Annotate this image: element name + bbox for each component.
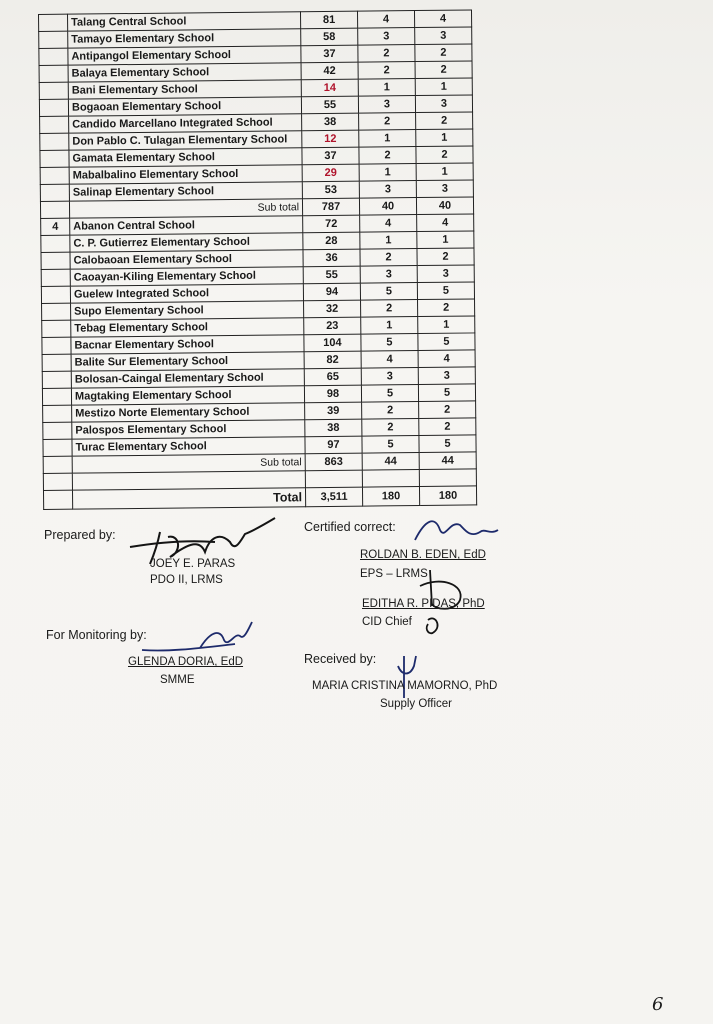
school-name-cell: Tamayo Elementary School bbox=[68, 29, 301, 48]
empty-cell bbox=[40, 201, 69, 218]
district-number-cell bbox=[39, 99, 68, 116]
allocation-b-cell: 1 bbox=[418, 316, 475, 334]
district-number-cell bbox=[40, 116, 69, 133]
learners-cell: 42 bbox=[301, 62, 358, 80]
district-number-cell bbox=[42, 354, 71, 371]
allocation-b-cell: 2 bbox=[416, 146, 473, 164]
allocation-b-cell: 3 bbox=[418, 367, 475, 385]
total-row-learners: 3,511 bbox=[305, 487, 362, 507]
district-number-cell: 4 bbox=[41, 218, 70, 235]
certified-name: ROLDAN B. EDEN, EdD bbox=[360, 549, 486, 561]
allocation-b-cell: 5 bbox=[418, 384, 475, 402]
subtotal-row-label: Sub total bbox=[72, 454, 305, 473]
school-name-cell: Balaya Elementary School bbox=[68, 63, 301, 82]
allocation-b-cell: 2 bbox=[417, 248, 474, 266]
allocation-b-cell: 2 bbox=[419, 418, 476, 436]
allocation-b-cell: 1 bbox=[417, 231, 474, 249]
district-number-cell bbox=[42, 337, 71, 354]
allocation-b-cell: 3 bbox=[415, 95, 472, 113]
school-name-cell: Caoayan-Kiling Elementary School bbox=[70, 267, 303, 286]
district-number-cell bbox=[41, 235, 70, 252]
school-name-cell: Talang Central School bbox=[68, 12, 301, 31]
subtotal-row-a: 44 bbox=[362, 453, 419, 471]
monitoring-name: GLENDA DORIA, EdD bbox=[128, 656, 244, 668]
received-title: Supply Officer bbox=[380, 698, 453, 710]
allocation-a-cell: 2 bbox=[358, 45, 415, 63]
allocation-a-cell: 3 bbox=[360, 266, 417, 284]
allocation-a-cell: 2 bbox=[359, 147, 416, 165]
school-name-cell: Magtaking Elementary School bbox=[71, 386, 304, 405]
learners-cell: 38 bbox=[305, 419, 362, 437]
school-name-cell: Tebag Elementary School bbox=[71, 318, 304, 337]
school-name-cell: Supo Elementary School bbox=[71, 301, 304, 320]
learners-cell: 36 bbox=[303, 249, 360, 267]
school-name-cell: Mestizo Norte Elementary School bbox=[72, 403, 305, 422]
total-row bbox=[43, 486, 476, 510]
cid-chief-name: EDITHA R. PIDAS, PhD bbox=[362, 598, 485, 610]
allocation-b-cell: 3 bbox=[416, 180, 473, 198]
prepared-by-label: Prepared by: bbox=[44, 528, 116, 542]
learners-cell: 38 bbox=[302, 113, 359, 131]
allocation-a-cell: 1 bbox=[358, 79, 415, 97]
district-number-cell bbox=[40, 167, 69, 184]
allocation-b-cell: 4 bbox=[414, 10, 471, 28]
subtotal-row-learners: 787 bbox=[302, 198, 359, 216]
learners-cell: 72 bbox=[303, 215, 360, 233]
school-name-cell: Calobaoan Elementary School bbox=[70, 250, 303, 269]
allocation-a-cell: 3 bbox=[361, 368, 418, 386]
school-allocation-table bbox=[38, 9, 477, 510]
page-number: 6 bbox=[652, 994, 664, 1015]
subtotal-row-learners: 863 bbox=[305, 453, 362, 471]
learners-cell: 12 bbox=[302, 130, 359, 148]
learners-cell: 81 bbox=[300, 11, 357, 29]
school-name-cell: Mabalbalino Elementary School bbox=[69, 165, 302, 184]
district-number-cell bbox=[39, 14, 68, 31]
learners-cell: 104 bbox=[304, 334, 361, 352]
allocation-a-cell: 5 bbox=[362, 436, 419, 454]
district-number-cell bbox=[42, 388, 71, 405]
allocation-a-cell: 2 bbox=[361, 300, 418, 318]
subtotal-row-label: Sub total bbox=[69, 199, 302, 218]
district-number-cell bbox=[39, 82, 68, 99]
district-number-cell bbox=[42, 303, 71, 320]
district-number-cell bbox=[40, 150, 69, 167]
school-name-cell: Antipangol Elementary School bbox=[68, 46, 301, 65]
district-number-cell bbox=[39, 31, 68, 48]
district-number-cell bbox=[42, 320, 71, 337]
district-number-cell bbox=[41, 269, 70, 286]
empty-cell bbox=[362, 470, 419, 488]
allocation-a-cell: 2 bbox=[359, 113, 416, 131]
prepared-name: JOEY E. PARAS bbox=[150, 558, 236, 570]
learners-cell: 94 bbox=[303, 283, 360, 301]
district-number-cell bbox=[42, 371, 71, 388]
learners-cell: 98 bbox=[304, 385, 361, 403]
district-number-cell bbox=[39, 48, 68, 65]
learners-cell: 28 bbox=[303, 232, 360, 250]
district-number-cell bbox=[43, 422, 72, 439]
empty-cell bbox=[43, 490, 72, 509]
learners-cell: 14 bbox=[301, 79, 358, 97]
allocation-b-cell: 5 bbox=[419, 435, 476, 453]
learners-cell: 82 bbox=[304, 351, 361, 369]
allocation-b-cell: 3 bbox=[415, 27, 472, 45]
district-number-cell bbox=[40, 184, 69, 201]
allocation-a-cell: 3 bbox=[358, 96, 415, 114]
school-name-cell: Bogaoan Elementary School bbox=[68, 97, 301, 116]
school-name-cell: Guelew Integrated School bbox=[70, 284, 303, 303]
allocation-a-cell: 2 bbox=[358, 62, 415, 80]
allocation-b-cell: 3 bbox=[417, 265, 474, 283]
monitoring-title: SMME bbox=[160, 674, 195, 686]
learners-cell: 53 bbox=[302, 181, 359, 199]
empty-cell bbox=[43, 473, 72, 490]
subtotal-row-b: 40 bbox=[416, 197, 473, 215]
allocation-b-cell: 4 bbox=[418, 350, 475, 368]
allocation-a-cell: 4 bbox=[360, 215, 417, 233]
learners-cell: 97 bbox=[305, 436, 362, 454]
district-number-cell bbox=[39, 65, 68, 82]
subtotal-row-b: 44 bbox=[419, 452, 476, 470]
allocation-a-cell: 5 bbox=[360, 283, 417, 301]
allocation-b-cell: 2 bbox=[415, 61, 472, 79]
empty-cell bbox=[419, 469, 476, 487]
allocation-b-cell: 1 bbox=[416, 129, 473, 147]
allocation-b-cell: 5 bbox=[418, 333, 475, 351]
allocation-b-cell: 2 bbox=[419, 401, 476, 419]
total-row-a: 180 bbox=[362, 487, 419, 507]
allocation-a-cell: 3 bbox=[358, 28, 415, 46]
school-name-cell: Don Pablo C. Tulagan Elementary School bbox=[69, 131, 302, 150]
monitoring-signature bbox=[140, 618, 260, 658]
allocation-b-cell: 5 bbox=[417, 282, 474, 300]
learners-cell: 23 bbox=[304, 317, 361, 335]
school-name-cell: Turac Elementary School bbox=[72, 437, 305, 456]
school-name-cell: Palospos Elementary School bbox=[72, 420, 305, 439]
allocation-b-cell: 2 bbox=[416, 112, 473, 130]
school-name-cell: Balite Sur Elementary School bbox=[71, 352, 304, 371]
allocation-a-cell: 4 bbox=[357, 11, 414, 29]
cid-chief-title: CID Chief bbox=[362, 616, 412, 628]
allocation-a-cell: 1 bbox=[361, 317, 418, 335]
learners-cell: 32 bbox=[304, 300, 361, 318]
allocation-a-cell: 1 bbox=[360, 232, 417, 250]
district-number-cell bbox=[41, 252, 70, 269]
monitoring-label: For Monitoring by: bbox=[46, 628, 147, 642]
school-name-cell: Bolosan-Caingal Elementary School bbox=[71, 369, 304, 388]
empty-cell bbox=[305, 470, 362, 488]
subtotal-row-a: 40 bbox=[359, 198, 416, 216]
learners-cell: 65 bbox=[304, 368, 361, 386]
school-name-cell: Bani Elementary School bbox=[68, 80, 301, 99]
certified-signature bbox=[410, 510, 500, 550]
allocation-b-cell: 1 bbox=[415, 78, 472, 96]
district-number-cell bbox=[43, 439, 72, 456]
empty-cell bbox=[43, 456, 72, 473]
certified-correct-label: Certified correct: bbox=[304, 520, 396, 534]
allocation-a-cell: 1 bbox=[359, 164, 416, 182]
learners-cell: 55 bbox=[301, 96, 358, 114]
received-name: MARIA CRISTINA MAMORNO, PhD bbox=[312, 680, 498, 692]
allocation-b-cell: 2 bbox=[418, 299, 475, 317]
allocation-a-cell: 2 bbox=[362, 402, 419, 420]
district-number-cell bbox=[41, 286, 70, 303]
allocation-a-cell: 3 bbox=[359, 181, 416, 199]
school-name-cell: Abanon Central School bbox=[70, 216, 303, 235]
allocation-a-cell: 2 bbox=[362, 419, 419, 437]
school-name-cell: C. P. Gutierrez Elementary School bbox=[70, 233, 303, 252]
school-name-cell: Gamata Elementary School bbox=[69, 148, 302, 167]
allocation-a-cell: 4 bbox=[361, 351, 418, 369]
allocation-a-cell: 5 bbox=[361, 334, 418, 352]
total-row-label: Total bbox=[72, 488, 305, 509]
district-number-cell bbox=[40, 133, 69, 150]
school-name-cell: Salinap Elementary School bbox=[69, 182, 302, 201]
learners-cell: 58 bbox=[301, 28, 358, 46]
total-row-b: 180 bbox=[419, 486, 476, 506]
certified-title: EPS – LRMS bbox=[360, 568, 428, 580]
learners-cell: 39 bbox=[305, 402, 362, 420]
allocation-b-cell: 1 bbox=[416, 163, 473, 181]
received-by-label: Received by: bbox=[304, 652, 377, 666]
received-signature bbox=[394, 652, 424, 702]
allocation-a-cell: 1 bbox=[359, 130, 416, 148]
learners-cell: 37 bbox=[302, 147, 359, 165]
school-name-cell: Bacnar Elementary School bbox=[71, 335, 304, 354]
allocation-b-cell: 4 bbox=[417, 214, 474, 232]
allocation-a-cell: 2 bbox=[360, 249, 417, 267]
allocation-a-cell: 5 bbox=[361, 385, 418, 403]
learners-cell: 37 bbox=[301, 45, 358, 63]
prepared-title: PDO II, LRMS bbox=[150, 574, 223, 586]
school-name-cell: Candido Marcellano Integrated School bbox=[69, 114, 302, 133]
allocation-b-cell: 2 bbox=[415, 44, 472, 62]
district-number-cell bbox=[43, 405, 72, 422]
learners-cell: 55 bbox=[303, 266, 360, 284]
learners-cell: 29 bbox=[302, 164, 359, 182]
